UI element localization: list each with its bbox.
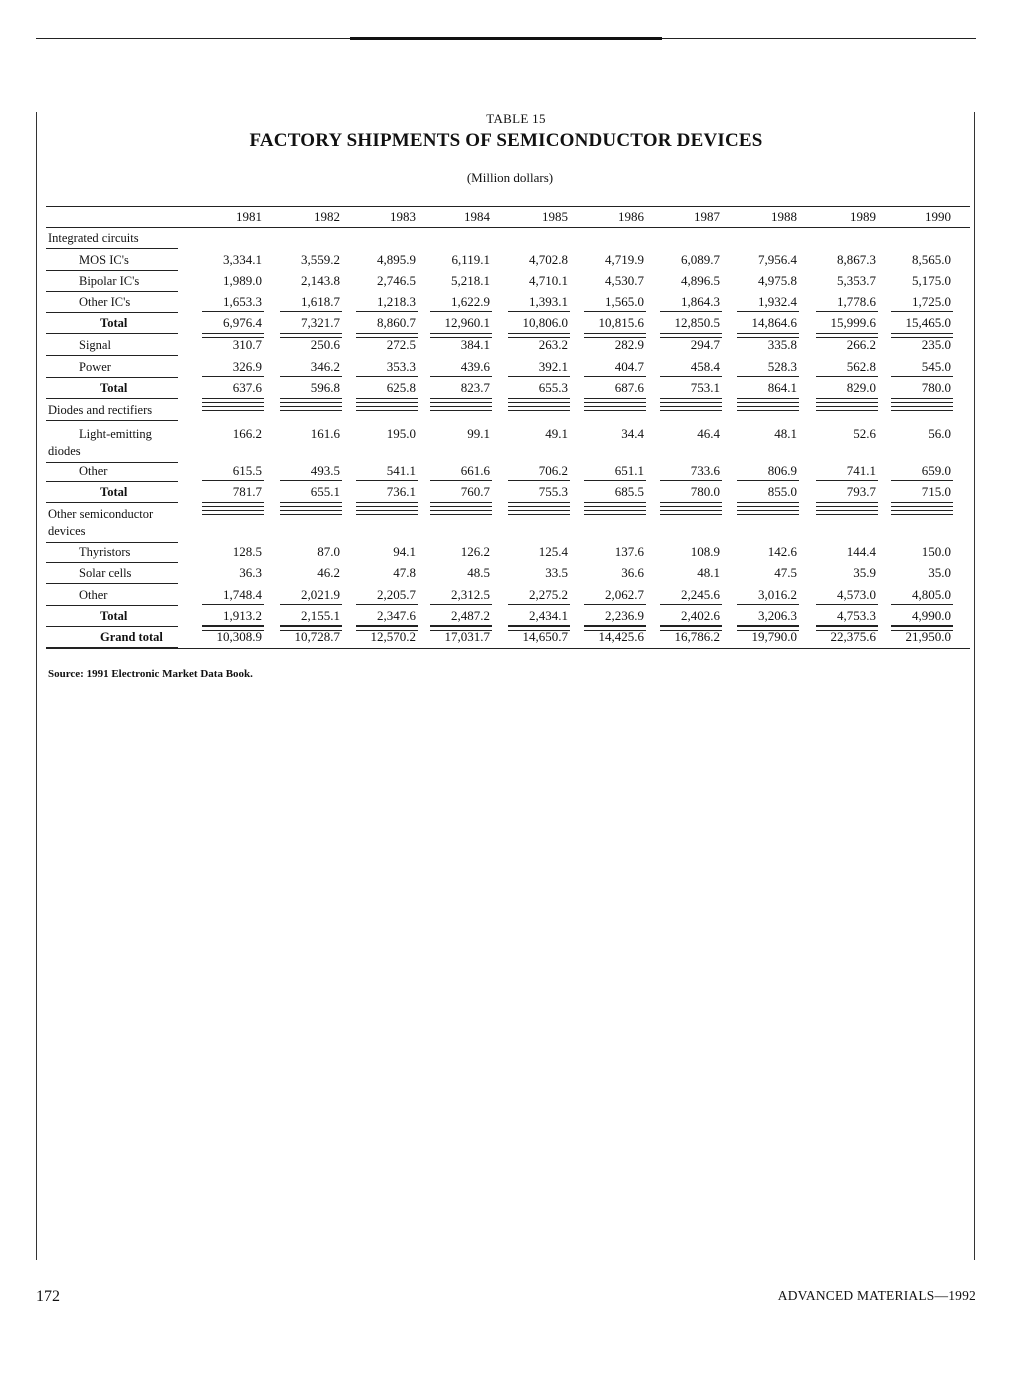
row-label: Signal bbox=[79, 338, 111, 352]
table-cell: 49.1 bbox=[545, 426, 568, 441]
total-double-rule bbox=[660, 502, 722, 507]
table-cell: 126.2 bbox=[460, 544, 490, 559]
table-cell: 326.9 bbox=[232, 359, 262, 374]
table-cell: 596.8 bbox=[310, 380, 340, 395]
table-cell: 4,719.9 bbox=[605, 252, 644, 267]
table-cell: 142.6 bbox=[767, 544, 797, 559]
subtotal-rule bbox=[280, 604, 342, 605]
label-rule bbox=[46, 626, 178, 627]
table-cell: 16,786.2 bbox=[674, 629, 720, 644]
table-cell: 706.2 bbox=[538, 463, 568, 478]
table-cell: 1,218.3 bbox=[377, 294, 416, 309]
row-label: Other bbox=[79, 588, 108, 602]
label-rule bbox=[46, 542, 178, 543]
table-cell: 1,622.9 bbox=[451, 294, 490, 309]
row-label: Total bbox=[100, 381, 128, 395]
table-cell: 1,618.7 bbox=[301, 294, 340, 309]
table-cell: 8,860.7 bbox=[377, 315, 416, 330]
label-rule bbox=[46, 502, 178, 503]
total-double-rule bbox=[430, 502, 492, 507]
subtotal-rule bbox=[816, 604, 878, 605]
table-cell: 2,487.2 bbox=[451, 608, 490, 623]
subtotal-rule bbox=[508, 311, 570, 312]
year-header-1987: 1987 bbox=[694, 209, 720, 224]
table-cell: 4,975.8 bbox=[758, 273, 797, 288]
table-cell: 14,650.7 bbox=[522, 629, 568, 644]
row-label: Thyristors bbox=[79, 545, 131, 559]
row-label: Other IC's bbox=[79, 295, 131, 309]
table-cell: 310.7 bbox=[232, 337, 262, 352]
subtotal-rule bbox=[660, 604, 722, 605]
row-label: Integrated circuits bbox=[48, 231, 139, 245]
table-cell: 4,573.0 bbox=[837, 587, 876, 602]
table-cell: 2,155.1 bbox=[301, 608, 340, 623]
total-double-rule bbox=[202, 502, 264, 507]
table-cell: 7,956.4 bbox=[758, 252, 797, 267]
table-cell: 755.3 bbox=[538, 484, 568, 499]
table-cell: 56.0 bbox=[928, 426, 951, 441]
subtotal-rule bbox=[356, 376, 418, 377]
section-double-rule bbox=[584, 510, 646, 515]
table-cell: 35.9 bbox=[853, 565, 876, 580]
table-bottom-rule bbox=[46, 648, 970, 649]
table-cell: 2,205.7 bbox=[377, 587, 416, 602]
year-header-1981: 1981 bbox=[236, 209, 262, 224]
table-cell: 2,402.6 bbox=[681, 608, 720, 623]
subtotal-rule bbox=[430, 376, 492, 377]
table-cell: 87.0 bbox=[317, 544, 340, 559]
table-cell: 3,334.1 bbox=[223, 252, 262, 267]
table-cell: 3,206.3 bbox=[758, 608, 797, 623]
table-cell: 12,570.2 bbox=[370, 629, 416, 644]
table-cell: 733.6 bbox=[690, 463, 720, 478]
label-rule bbox=[46, 248, 178, 249]
section-double-rule bbox=[816, 510, 878, 515]
row-label: Bipolar IC's bbox=[79, 274, 140, 288]
section-double-rule bbox=[356, 406, 418, 411]
table-cell: 2,312.5 bbox=[451, 587, 490, 602]
table-cell: 36.6 bbox=[621, 565, 644, 580]
table-cell: 3,559.2 bbox=[301, 252, 340, 267]
subtotal-rule bbox=[891, 376, 953, 377]
subtotal-rule bbox=[202, 604, 264, 605]
table-cell: 1,725.0 bbox=[912, 294, 951, 309]
journal-footer: ADVANCED MATERIALS—1992 bbox=[777, 1288, 976, 1303]
subtotal-rule bbox=[280, 376, 342, 377]
table-cell: 48.1 bbox=[774, 426, 797, 441]
section-double-rule bbox=[202, 406, 264, 411]
subtotal-rule bbox=[280, 480, 342, 481]
row-label: Power bbox=[79, 360, 111, 374]
table-label: TABLE 15 bbox=[486, 111, 546, 126]
table-cell: 864.1 bbox=[767, 380, 797, 395]
subtotal-rule bbox=[660, 480, 722, 481]
table-cell: 346.2 bbox=[310, 359, 340, 374]
table-cell: 48.1 bbox=[697, 565, 720, 580]
table-cell: 10,728.7 bbox=[294, 629, 340, 644]
subtotal-rule bbox=[737, 376, 799, 377]
table-cell: 14,864.6 bbox=[751, 315, 797, 330]
year-header-1985: 1985 bbox=[542, 209, 568, 224]
section-double-rule bbox=[430, 406, 492, 411]
section-double-rule bbox=[584, 406, 646, 411]
table-cell: 2,021.9 bbox=[301, 587, 340, 602]
label-rule bbox=[46, 291, 178, 292]
table-cell: 161.6 bbox=[310, 426, 340, 441]
section-double-rule bbox=[430, 510, 492, 515]
table-cell: 14,425.6 bbox=[598, 629, 644, 644]
table-cell: 99.1 bbox=[467, 426, 490, 441]
table-cell: 108.9 bbox=[690, 544, 720, 559]
table-title: FACTORY SHIPMENTS OF SEMICONDUCTOR DEVICES bbox=[249, 130, 763, 151]
table-cell: 439.6 bbox=[460, 359, 490, 374]
table-cell: 4,702.8 bbox=[529, 252, 568, 267]
total-double-rule bbox=[280, 398, 342, 403]
table-cell: 458.4 bbox=[690, 359, 720, 374]
total-double-rule bbox=[356, 502, 418, 507]
table-cell: 266.2 bbox=[846, 337, 876, 352]
table-cell: 4,753.3 bbox=[837, 608, 876, 623]
table-cell: 282.9 bbox=[614, 337, 644, 352]
page-number: 172 bbox=[36, 1288, 60, 1305]
table-cell: 1,864.3 bbox=[681, 294, 720, 309]
section-double-rule bbox=[737, 406, 799, 411]
table-cell: 144.4 bbox=[846, 544, 876, 559]
total-double-rule bbox=[891, 502, 953, 507]
table-cell: 19,790.0 bbox=[751, 629, 797, 644]
label-rule bbox=[46, 355, 178, 356]
table-cell: 4,895.9 bbox=[377, 252, 416, 267]
total-double-rule bbox=[508, 398, 570, 403]
total-double-rule bbox=[584, 502, 646, 507]
table-cell: 6,119.1 bbox=[451, 252, 490, 267]
table-cell: 335.8 bbox=[767, 337, 797, 352]
subtotal-rule bbox=[891, 604, 953, 605]
section-double-rule bbox=[891, 406, 953, 411]
label-rule bbox=[46, 583, 178, 584]
table-cell: 46.4 bbox=[697, 426, 720, 441]
table-cell: 781.7 bbox=[232, 484, 262, 499]
total-double-rule bbox=[737, 502, 799, 507]
table-cell: 5,218.1 bbox=[451, 273, 490, 288]
subtotal-rule bbox=[660, 376, 722, 377]
subtotal-rule bbox=[430, 604, 492, 605]
table-cell: 687.6 bbox=[614, 380, 644, 395]
table-cell: 294.7 bbox=[690, 337, 720, 352]
total-double-rule bbox=[816, 502, 878, 507]
table-cell: 2,062.7 bbox=[605, 587, 644, 602]
row-label-continued: diodes bbox=[48, 444, 81, 458]
row-label: Solar cells bbox=[79, 566, 132, 580]
row-label: Diodes and rectifiers bbox=[48, 403, 153, 417]
year-header-1982: 1982 bbox=[314, 209, 340, 224]
table-cell: 4,710.1 bbox=[529, 273, 568, 288]
table-cell: 2,245.6 bbox=[681, 587, 720, 602]
subtotal-rule bbox=[660, 311, 722, 312]
table-cell: 166.2 bbox=[232, 426, 262, 441]
subtotal-rule bbox=[356, 604, 418, 605]
table-cell: 263.2 bbox=[538, 337, 568, 352]
table-cell: 2,236.9 bbox=[605, 608, 644, 623]
table-cell: 33.5 bbox=[545, 565, 568, 580]
total-double-rule bbox=[202, 398, 264, 403]
table-cell: 855.0 bbox=[767, 484, 797, 499]
table-cell: 94.1 bbox=[393, 544, 416, 559]
table-cell: 47.5 bbox=[774, 565, 797, 580]
table-cell: 125.4 bbox=[538, 544, 568, 559]
label-rule bbox=[46, 398, 178, 399]
table-cell: 150.0 bbox=[921, 544, 951, 559]
subtotal-rule bbox=[584, 376, 646, 377]
subtotal-rule bbox=[737, 604, 799, 605]
label-rule bbox=[46, 462, 178, 463]
table-cell: 661.6 bbox=[460, 463, 490, 478]
table-cell: 1,565.0 bbox=[605, 294, 644, 309]
subtotal-rule bbox=[508, 604, 570, 605]
table-cell: 651.1 bbox=[614, 463, 644, 478]
table-cell: 1,393.1 bbox=[529, 294, 568, 309]
table-cell: 637.6 bbox=[232, 380, 262, 395]
table-cell: 615.5 bbox=[232, 463, 262, 478]
table-cell: 8,867.3 bbox=[837, 252, 876, 267]
subtotal-rule bbox=[737, 480, 799, 481]
table-cell: 392.1 bbox=[538, 359, 568, 374]
table-cell: 741.1 bbox=[846, 463, 876, 478]
table-cell: 15,465.0 bbox=[905, 315, 951, 330]
label-rule bbox=[46, 333, 178, 334]
row-label: Total bbox=[100, 609, 128, 623]
table-cell: 34.4 bbox=[621, 426, 644, 441]
table-cell: 760.7 bbox=[460, 484, 490, 499]
table-cell: 4,805.0 bbox=[912, 587, 951, 602]
table-cell: 3,016.2 bbox=[758, 587, 797, 602]
section-double-rule bbox=[202, 510, 264, 515]
table-cell: 1,653.3 bbox=[223, 294, 262, 309]
table-cell: 806.9 bbox=[767, 463, 797, 478]
row-label-continued: devices bbox=[48, 524, 86, 538]
total-double-rule bbox=[356, 398, 418, 403]
subtotal-rule bbox=[202, 376, 264, 377]
total-double-rule bbox=[660, 398, 722, 403]
year-header-1990: 1990 bbox=[925, 209, 951, 224]
table-cell: 10,308.9 bbox=[216, 629, 262, 644]
section-double-rule bbox=[660, 406, 722, 411]
table-cell: 655.3 bbox=[538, 380, 568, 395]
table-cell: 780.0 bbox=[690, 484, 720, 499]
subtotal-rule bbox=[816, 376, 878, 377]
table-cell: 2,746.5 bbox=[377, 273, 416, 288]
table-cell: 195.0 bbox=[386, 426, 416, 441]
label-rule bbox=[46, 377, 178, 378]
table-cell: 823.7 bbox=[460, 380, 490, 395]
table-cell: 17,031.7 bbox=[444, 629, 490, 644]
total-double-rule bbox=[430, 398, 492, 403]
table-cell: 47.8 bbox=[393, 565, 416, 580]
label-rule bbox=[46, 562, 178, 563]
table-cell: 562.8 bbox=[846, 359, 876, 374]
table-cell: 753.1 bbox=[690, 380, 720, 395]
table-cell: 1,989.0 bbox=[223, 273, 262, 288]
year-header-1986: 1986 bbox=[618, 209, 644, 224]
table-cell: 6,976.4 bbox=[223, 315, 262, 330]
table-cell: 10,806.0 bbox=[522, 315, 568, 330]
table-cell: 2,275.2 bbox=[529, 587, 568, 602]
table-cell: 250.6 bbox=[310, 337, 340, 352]
subtotal-rule bbox=[202, 480, 264, 481]
table-cell: 4,990.0 bbox=[912, 608, 951, 623]
subtotal-rule bbox=[584, 311, 646, 312]
table-cell: 353.3 bbox=[386, 359, 416, 374]
total-double-rule bbox=[584, 398, 646, 403]
table-cell: 1,778.6 bbox=[837, 294, 876, 309]
subtotal-rule bbox=[737, 311, 799, 312]
table-cell: 1,748.4 bbox=[223, 587, 262, 602]
year-header-1989: 1989 bbox=[850, 209, 876, 224]
table-cell: 2,143.8 bbox=[301, 273, 340, 288]
table-cell: 404.7 bbox=[614, 359, 644, 374]
section-double-rule bbox=[508, 510, 570, 515]
table-cell: 52.6 bbox=[853, 426, 876, 441]
table-cell: 829.0 bbox=[846, 380, 876, 395]
year-header-1984: 1984 bbox=[464, 209, 490, 224]
table-cell: 2,347.6 bbox=[377, 608, 416, 623]
label-rule bbox=[46, 481, 178, 482]
table-cell: 12,960.1 bbox=[444, 315, 490, 330]
table-units: (Million dollars) bbox=[466, 170, 554, 185]
table-cell: 5,353.7 bbox=[837, 273, 876, 288]
table-cell: 4,530.7 bbox=[605, 273, 644, 288]
subtotal-rule bbox=[202, 311, 264, 312]
section-double-rule bbox=[280, 406, 342, 411]
table-cell: 715.0 bbox=[921, 484, 951, 499]
total-double-rule bbox=[280, 502, 342, 507]
table-cell: 545.0 bbox=[921, 359, 951, 374]
table-cell: 541.1 bbox=[386, 463, 416, 478]
subtotal-rule bbox=[891, 480, 953, 481]
year-header-1988: 1988 bbox=[771, 209, 797, 224]
table-cell: 22,375.6 bbox=[830, 629, 876, 644]
table-cell: 655.1 bbox=[310, 484, 340, 499]
subtotal-rule bbox=[430, 311, 492, 312]
table-cell: 793.7 bbox=[846, 484, 876, 499]
table-cell: 1,932.4 bbox=[758, 294, 797, 309]
section-double-rule bbox=[737, 510, 799, 515]
table-cell: 659.0 bbox=[921, 463, 951, 478]
table-cell: 15,999.6 bbox=[830, 315, 876, 330]
table-cell: 1,913.2 bbox=[223, 608, 262, 623]
section-double-rule bbox=[280, 510, 342, 515]
table-cell: 235.0 bbox=[921, 337, 951, 352]
table-cell: 4,896.5 bbox=[681, 273, 720, 288]
table-cell: 36.3 bbox=[239, 565, 262, 580]
subtotal-rule bbox=[816, 480, 878, 481]
table-cell: 48.5 bbox=[467, 565, 490, 580]
table-cell: 780.0 bbox=[921, 380, 951, 395]
table-cell: 8,565.0 bbox=[912, 252, 951, 267]
table-cell: 35.0 bbox=[928, 565, 951, 580]
source-note: Source: 1991 Electronic Market Data Book. bbox=[48, 668, 253, 680]
subtotal-rule bbox=[356, 480, 418, 481]
subtotal-rule bbox=[508, 480, 570, 481]
label-rule bbox=[46, 270, 178, 271]
table-cell: 272.5 bbox=[386, 337, 416, 352]
section-double-rule bbox=[508, 406, 570, 411]
year-header-1983: 1983 bbox=[390, 209, 416, 224]
table-cell: 128.5 bbox=[232, 544, 262, 559]
subtotal-rule bbox=[430, 480, 492, 481]
table-cell: 137.6 bbox=[614, 544, 644, 559]
label-rule bbox=[46, 420, 178, 421]
subtotal-rule bbox=[280, 311, 342, 312]
section-double-rule bbox=[891, 510, 953, 515]
section-double-rule bbox=[660, 510, 722, 515]
row-label: Total bbox=[100, 316, 128, 330]
table-cell: 493.5 bbox=[310, 463, 340, 478]
table-cell: 10,815.6 bbox=[598, 315, 644, 330]
table-cell: 2,434.1 bbox=[529, 608, 568, 623]
table-cell: 5,175.0 bbox=[912, 273, 951, 288]
total-double-rule bbox=[508, 502, 570, 507]
row-label: Light-emitting bbox=[79, 427, 152, 441]
total-double-rule bbox=[891, 398, 953, 403]
table-cell: 21,950.0 bbox=[905, 629, 951, 644]
total-double-rule bbox=[816, 398, 878, 403]
subtotal-rule bbox=[891, 311, 953, 312]
section-double-rule bbox=[356, 510, 418, 515]
table-cell: 384.1 bbox=[460, 337, 490, 352]
subtotal-rule bbox=[584, 604, 646, 605]
table-cell: 6,089.7 bbox=[681, 252, 720, 267]
row-label: Grand total bbox=[100, 630, 163, 644]
subtotal-rule bbox=[508, 376, 570, 377]
table-cell: 685.5 bbox=[614, 484, 644, 499]
subtotal-rule bbox=[816, 311, 878, 312]
table-cell: 7,321.7 bbox=[301, 315, 340, 330]
table-cell: 46.2 bbox=[317, 565, 340, 580]
subtotal-rule bbox=[584, 480, 646, 481]
row-label: MOS IC's bbox=[79, 253, 129, 267]
subtotal-rule bbox=[356, 311, 418, 312]
label-rule bbox=[46, 312, 178, 313]
row-label: Other bbox=[79, 464, 108, 478]
total-double-rule bbox=[737, 398, 799, 403]
label-rule bbox=[46, 605, 178, 606]
table-cell: 736.1 bbox=[386, 484, 416, 499]
table-cell: 12,850.5 bbox=[674, 315, 720, 330]
table-cell: 528.3 bbox=[767, 359, 797, 374]
table-cell: 625.8 bbox=[386, 380, 416, 395]
row-label: Total bbox=[100, 485, 128, 499]
row-label: Other semiconductor bbox=[48, 507, 154, 521]
section-double-rule bbox=[816, 406, 878, 411]
